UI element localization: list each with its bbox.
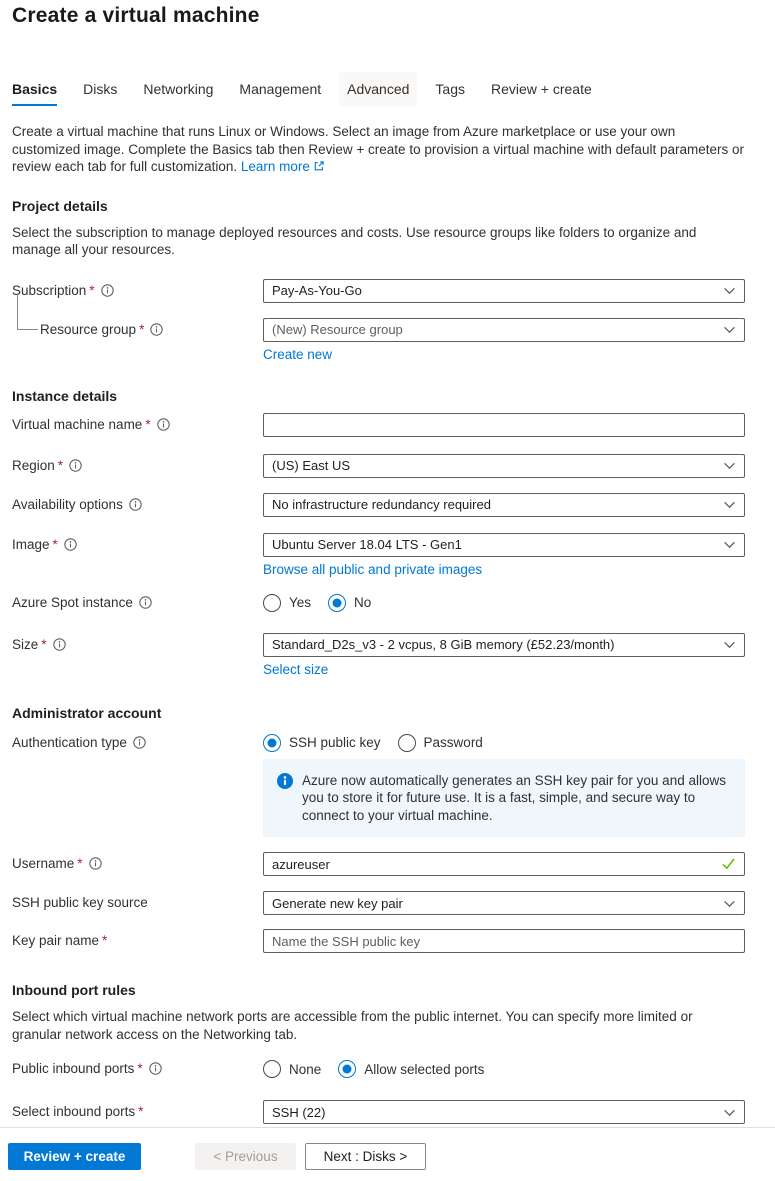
subscription-row bbox=[12, 279, 745, 303]
tab-basics[interactable]: Basics bbox=[12, 72, 57, 106]
subscription-label: Subscription bbox=[12, 282, 87, 298]
ssh-key-source-value: Generate new key pair bbox=[272, 895, 403, 911]
auth-type-row bbox=[12, 731, 745, 838]
review-create-button[interactable]: Review + create bbox=[8, 1143, 141, 1170]
required-asterisk: * bbox=[145, 416, 151, 432]
info-icon[interactable] bbox=[157, 418, 170, 431]
ssh-key-source-select[interactable] bbox=[263, 891, 745, 915]
info-icon[interactable] bbox=[149, 1062, 162, 1075]
public-inbound-ports-radio-group bbox=[263, 1057, 745, 1079]
key-pair-name-input[interactable] bbox=[263, 929, 745, 953]
radio-unselected-icon bbox=[398, 734, 416, 752]
browse-images-link[interactable]: Browse all public and private images bbox=[263, 561, 483, 577]
required-asterisk: * bbox=[89, 282, 95, 298]
size-select[interactable] bbox=[263, 633, 745, 657]
previous-button[interactable]: < Previous bbox=[195, 1143, 296, 1170]
chevron-down-icon bbox=[723, 498, 736, 511]
required-asterisk: * bbox=[41, 636, 47, 652]
chevron-down-icon bbox=[723, 284, 736, 297]
tab-advanced[interactable]: Advanced bbox=[339, 72, 417, 106]
username-label: Username bbox=[12, 856, 75, 871]
project-details-description: Select the subscription to manage deployed resources and costs. Use resource groups like folders to organize and manage all your resources. bbox=[12, 224, 697, 257]
region-value: (US) East US bbox=[272, 458, 351, 473]
chevron-down-icon bbox=[723, 459, 736, 472]
availability-select[interactable] bbox=[263, 493, 745, 517]
ports-allow-radio[interactable]: Allow selected ports bbox=[338, 1060, 484, 1078]
required-asterisk: * bbox=[52, 536, 58, 552]
auth-type-radio-group bbox=[263, 731, 745, 753]
section-instance-details: Instance details bbox=[12, 387, 118, 404]
public-inbound-ports-label: Public inbound ports bbox=[12, 1061, 135, 1076]
info-filled-icon bbox=[277, 773, 293, 789]
chevron-down-icon bbox=[723, 1106, 736, 1119]
page-title: Create a virtual machine bbox=[12, 4, 260, 27]
key-pair-name-label: Key pair name bbox=[12, 933, 100, 948]
required-asterisk: * bbox=[102, 933, 108, 948]
key-pair-name-row bbox=[12, 929, 745, 953]
required-asterisk: * bbox=[137, 1061, 143, 1076]
radio-selected-icon bbox=[263, 734, 281, 752]
image-row bbox=[12, 533, 745, 579]
info-icon[interactable] bbox=[64, 538, 77, 551]
resource-group-select[interactable] bbox=[263, 318, 745, 342]
chevron-down-icon bbox=[723, 538, 736, 551]
image-select[interactable] bbox=[263, 533, 745, 557]
tab-networking[interactable]: Networking bbox=[143, 81, 214, 97]
tab-management[interactable]: Management bbox=[239, 81, 322, 97]
info-icon[interactable] bbox=[133, 736, 146, 749]
spot-yes-radio[interactable]: Yes bbox=[263, 594, 311, 612]
info-icon[interactable] bbox=[89, 857, 102, 870]
image-value: Ubuntu Server 18.04 LTS - Gen1 bbox=[272, 537, 462, 552]
auth-type-label: Authentication type bbox=[12, 734, 127, 750]
resource-group-row bbox=[12, 318, 745, 364]
spot-instance-label: Azure Spot instance bbox=[12, 594, 133, 610]
info-icon[interactable] bbox=[53, 638, 66, 651]
availability-label: Availability options bbox=[12, 496, 123, 512]
username-row bbox=[12, 852, 745, 876]
auth-password-radio[interactable]: Password bbox=[398, 734, 483, 752]
inbound-ports-select[interactable] bbox=[263, 1100, 745, 1124]
tab-bar bbox=[12, 72, 745, 106]
ssh-key-source-label: SSH public key source bbox=[12, 895, 148, 910]
section-inbound-port-rules: Inbound port rules bbox=[12, 982, 136, 998]
info-icon[interactable] bbox=[69, 459, 82, 472]
subscription-select[interactable] bbox=[263, 279, 745, 303]
required-asterisk: * bbox=[139, 321, 145, 337]
chevron-down-icon bbox=[723, 638, 736, 651]
availability-value: No infrastructure redundancy required bbox=[272, 497, 491, 512]
resource-group-label: Resource group bbox=[40, 321, 137, 337]
valid-check-icon bbox=[721, 857, 736, 870]
ssh-key-source-row bbox=[12, 891, 745, 915]
section-project-details: Project details bbox=[12, 197, 108, 214]
auth-ssh-radio[interactable]: SSH public key bbox=[263, 734, 381, 752]
region-label: Region bbox=[12, 457, 55, 473]
required-asterisk: * bbox=[57, 457, 64, 473]
info-icon[interactable] bbox=[101, 284, 114, 297]
image-label: Image bbox=[12, 536, 50, 552]
radio-selected-icon bbox=[338, 1060, 356, 1078]
username-input[interactable] bbox=[263, 852, 745, 876]
next-button[interactable]: Next : Disks > bbox=[305, 1143, 426, 1170]
ports-none-radio[interactable]: None bbox=[263, 1060, 321, 1078]
required-asterisk: * bbox=[77, 856, 83, 871]
tree-connector bbox=[17, 293, 38, 330]
tab-tags[interactable]: Tags bbox=[435, 81, 465, 97]
chevron-down-icon bbox=[723, 323, 736, 336]
size-value: Standard_D2s_v3 - 2 vcpus, 8 GiB memory (£52.23/month) bbox=[272, 637, 615, 652]
radio-unselected-icon bbox=[263, 1060, 281, 1078]
vm-name-input[interactable] bbox=[263, 413, 745, 437]
info-icon[interactable] bbox=[129, 498, 142, 511]
radio-selected-icon bbox=[328, 594, 346, 612]
create-new-link[interactable]: Create new bbox=[263, 346, 333, 362]
region-select[interactable] bbox=[263, 454, 745, 478]
learn-more-link[interactable]: Learn more bbox=[241, 159, 325, 174]
external-link-icon bbox=[313, 159, 325, 177]
spot-radio-group bbox=[263, 591, 745, 613]
size-label: Size bbox=[12, 636, 39, 652]
vm-name-label: Virtual machine name bbox=[12, 416, 143, 432]
vm-name-row bbox=[12, 413, 745, 437]
inbound-ports-value: SSH (22) bbox=[272, 1104, 326, 1120]
public-inbound-ports-row bbox=[12, 1057, 745, 1079]
resource-group-value: (New) Resource group bbox=[272, 322, 403, 337]
chevron-down-icon bbox=[723, 897, 736, 910]
info-icon[interactable] bbox=[150, 323, 163, 336]
footer bbox=[0, 1127, 775, 1170]
info-icon[interactable] bbox=[139, 596, 152, 609]
ssh-info-box bbox=[263, 759, 745, 838]
subscription-value: Pay-As-You-Go bbox=[272, 283, 362, 298]
inbound-description: Select which virtual machine network ports are accessible from the public internet. You can specify more limited or granular network access on the Networking tab. bbox=[12, 1009, 693, 1042]
spot-instance-row bbox=[12, 591, 745, 613]
select-size-link[interactable]: Select size bbox=[263, 661, 329, 677]
region-row bbox=[12, 454, 745, 478]
required-asterisk: * bbox=[138, 1104, 144, 1119]
tab-disks[interactable]: Disks bbox=[83, 81, 118, 97]
radio-unselected-icon bbox=[263, 594, 281, 612]
availability-row bbox=[12, 493, 745, 517]
tab-review-create[interactable]: Review + create bbox=[491, 81, 592, 97]
section-administrator-account: Administrator account bbox=[12, 704, 162, 721]
spot-no-radio[interactable]: No bbox=[328, 594, 371, 612]
size-row bbox=[12, 633, 745, 679]
ssh-info-text: Azure now automatically generates an SSH key pair for you and allows you to store it for future use. It is a fast, simple, and secure way to connect to your virtual machine. bbox=[302, 772, 726, 823]
intro-text: Create a virtual machine that runs Linux or Windows. Select an image from Azure marketplace or use your own customized image. Complete the Basics tab then Review + create to provision a virtual machine with default parameters or review each tab for full customization. Learn more bbox=[12, 123, 745, 177]
select-inbound-ports-label: Select inbound ports bbox=[12, 1104, 136, 1119]
select-inbound-ports-row bbox=[12, 1100, 745, 1124]
